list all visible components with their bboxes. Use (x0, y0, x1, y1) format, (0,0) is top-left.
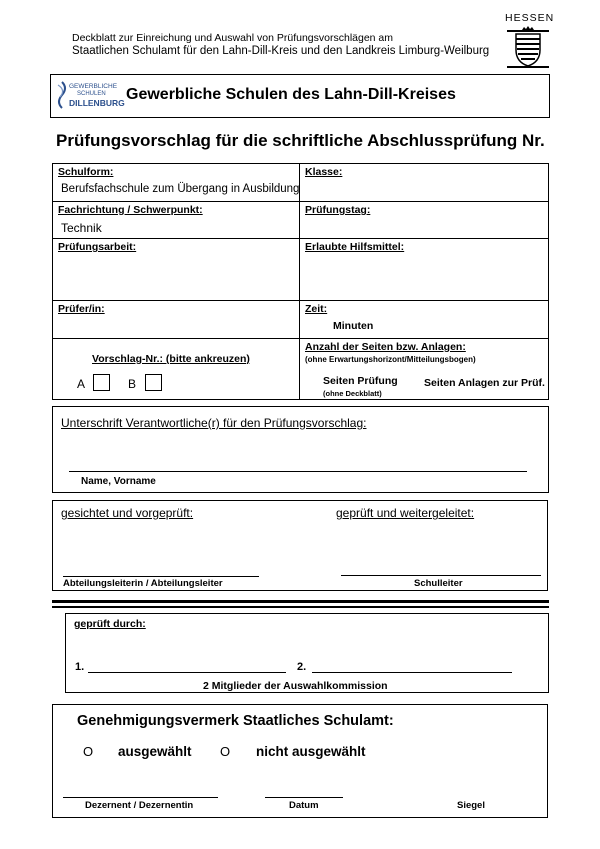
logo-line-1: GEWERBLICHE (69, 83, 118, 90)
ohne-deckblatt-label: (ohne Deckblatt) (323, 389, 382, 398)
school-logo-icon (55, 81, 69, 109)
review-right-signature-line[interactable] (341, 575, 541, 576)
datum-line[interactable] (265, 797, 343, 798)
commission-num-1: 1. (75, 661, 85, 673)
logo-line-3: DILLENBURG (69, 98, 125, 108)
klasse-field[interactable] (300, 180, 548, 200)
option-a-checkbox[interactable] (93, 374, 110, 391)
option-not-selected-radio[interactable]: O (220, 744, 231, 759)
dezernent-label: Dezernent / Dezernentin (85, 800, 194, 811)
seiten-note: (ohne Erwartungshorizont/Mitteilungsbogen) (305, 355, 476, 364)
signature-label: Unterschrift Verantwortliche(r) für den Prüfungsvorschlag: (61, 416, 367, 430)
schulform-label: Schulform: (58, 166, 114, 178)
review-left-signature-line[interactable] (63, 576, 259, 577)
seiten-pruefung-label: Seiten Prüfung (323, 375, 398, 387)
school-box (50, 74, 550, 118)
school-name: Gewerbliche Schulen des Lahn-Dill-Kreises (126, 86, 456, 103)
option-selected-radio[interactable]: O (83, 744, 94, 759)
pruefungstag-label: Prüfungstag: (305, 204, 371, 216)
pruefer-field[interactable] (53, 317, 298, 337)
option-b-label: B (128, 377, 137, 391)
datum-label: Datum (289, 800, 319, 811)
vorschlag-label: Vorschlag-Nr.: (bitte ankreuzen) (92, 353, 250, 365)
review-right-label: geprüft und weitergeleitet: (336, 506, 475, 520)
header-line-2: Staatlichen Schulamt für den Lahn-Dill-Kreis und den Landkreis Limburg-Weilburg (72, 45, 490, 57)
signature-box (52, 406, 549, 493)
hilfsmittel-field[interactable] (300, 255, 548, 299)
commission-label: geprüft durch: (74, 618, 146, 630)
option-b-checkbox[interactable] (145, 374, 162, 391)
hilfsmittel-label: Erlaubte Hilfsmittel: (305, 241, 405, 253)
option-selected-label: ausgewählt (118, 744, 192, 759)
fachrichtung-field[interactable]: Technik (61, 221, 102, 235)
review-right-sig-label: Schulleiter (414, 578, 463, 589)
commission-num-2: 2. (297, 661, 307, 673)
schulform-field[interactable]: Berufsfachschule zum Übergang in Ausbildung (61, 183, 300, 195)
pruefungstag-field[interactable] (300, 218, 548, 237)
commission-member-2-line[interactable] (312, 672, 512, 673)
seiten-anlagen-label: Seiten Anlagen zur Prüf. (424, 377, 545, 389)
seiten-label: Anzahl der Seiten bzw. Anlagen: (305, 341, 466, 353)
logo-line-2: SCHULEN (77, 91, 106, 97)
school-logo (55, 79, 125, 113)
hessen-logo (503, 12, 553, 70)
separator-thick (52, 600, 549, 603)
zeit-label: Zeit: (305, 303, 328, 315)
approval-box (52, 704, 548, 818)
header-line-1: Deckblatt zur Einreichung und Auswahl von Prüfungsvorschlägen am (72, 32, 394, 44)
siegel-label: Siegel (457, 800, 485, 811)
dezernent-signature-line[interactable] (63, 797, 218, 798)
approval-title: Genehmigungsvermerk Staatliches Schulamt: (77, 713, 394, 729)
review-left-sig-label: Abteilungsleiterin / Abteilungsleiter (63, 578, 223, 589)
name-vorname-label: Name, Vorname (81, 476, 156, 487)
signature-line[interactable] (69, 471, 527, 472)
page-title: Prüfungsvorschlag für die schriftliche Abschlussprüfung Nr. (56, 131, 545, 150)
commission-box (65, 613, 549, 693)
minuten-label: Minuten (333, 320, 374, 332)
pruefungsarbeit-label: Prüfungsarbeit: (58, 241, 137, 253)
pruefungsarbeit-field[interactable] (53, 255, 298, 299)
klasse-label: Klasse: (305, 166, 343, 178)
review-left-label: gesichtet und vorgeprüft: (61, 506, 194, 520)
option-not-selected-label: nicht ausgewählt (256, 744, 366, 759)
commission-member-1-line[interactable] (88, 672, 286, 673)
commission-footer: 2 Mitglieder der Auswahlkommission (203, 680, 388, 692)
review-box (52, 500, 548, 591)
fachrichtung-label: Fachrichtung / Schwerpunkt: (58, 204, 203, 216)
option-a-label: A (77, 377, 86, 391)
hessen-label: HESSEN (505, 12, 555, 24)
hessen-coat-of-arms-icon (507, 26, 549, 70)
separator-thin (52, 606, 549, 608)
pruefer-label: Prüfer/in: (58, 303, 105, 315)
